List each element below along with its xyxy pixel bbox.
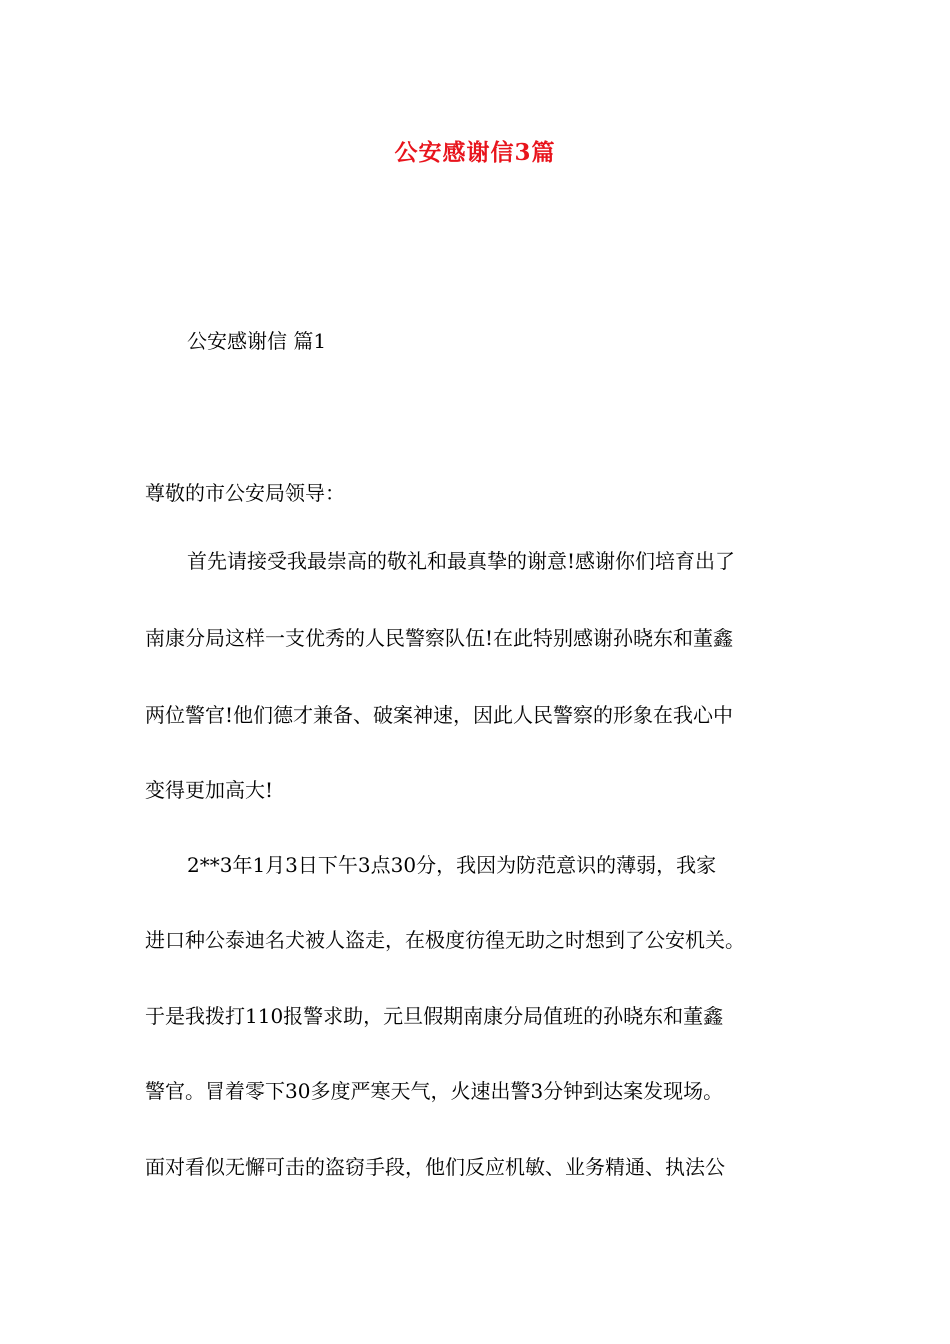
paragraph-2-line-4: 警官。冒着零下30多度严寒天气，火速出警3分钟到达案发现场。: [145, 1079, 724, 1103]
paragraph-1-line-3: 两位警官!他们德才兼备、破案神速，因此人民警察的形象在我心中: [145, 703, 734, 727]
paragraph-2-line-1: 2**3年1月3日下午3点30分，我因为防范意识的薄弱，我家: [187, 853, 717, 877]
paragraph-1-line-4: 变得更加高大!: [145, 778, 274, 802]
document-title: 公安感谢信3篇: [394, 139, 556, 166]
paragraph-2-line-3: 于是我拨打110报警求助，元旦假期南康分局值班的孙晓东和董鑫: [145, 1004, 724, 1028]
salutation: 尊敬的市公安局领导：: [145, 481, 345, 505]
paragraph-1-line-2: 南康分局这样一支优秀的人民警察队伍!在此特别感谢孙晓东和董鑫: [145, 626, 734, 650]
paragraph-1-line-1: 首先请接受我最崇高的敬礼和最真挚的谢意!感谢你们培育出了: [187, 549, 736, 573]
paragraph-2-line-5: 面对看似无懈可击的盗窃手段，他们反应机敏、业务精通、执法公: [145, 1155, 725, 1179]
paragraph-2-line-2: 进口种公泰迪名犬被人盗走，在极度彷徨无助之时想到了公安机关。: [145, 928, 745, 952]
section-heading: 公安感谢信 篇1: [187, 329, 327, 353]
